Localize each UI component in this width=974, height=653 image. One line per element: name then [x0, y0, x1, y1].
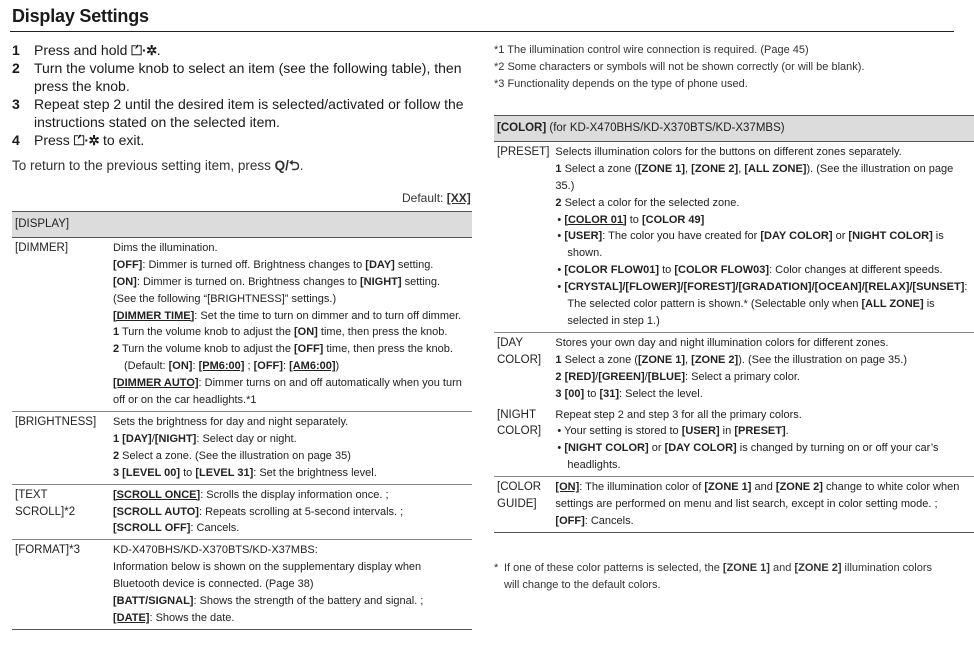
option-key: [ALL ZONE] [744, 162, 807, 175]
option-key: [DIMMER TIME] [113, 309, 195, 322]
option-key: [ZONE 1] [637, 353, 686, 366]
option-text: : Scrolls the display information once. ; [200, 488, 389, 501]
option-text: setting. [394, 258, 434, 271]
option-text: Turn the volume knob to adjust the [119, 343, 295, 356]
row-description [552, 141, 973, 332]
option-text: or [648, 442, 665, 455]
footnote: *1 The illumination control wire connection is required. (Page 45) [494, 44, 809, 56]
option-key: [DAY COLOR] [664, 442, 737, 455]
option-key: [OFF] [253, 360, 283, 373]
option-text: in [719, 425, 735, 438]
table-header: [DISPLAY] [12, 212, 472, 238]
option-key: [OFF] [555, 514, 585, 527]
row-description [110, 540, 472, 630]
table-row-dimmer [12, 237, 472, 411]
desc-line: Information below is shown on the supplementary display when Bluetooth device is connected. (Page 38) [113, 561, 422, 591]
option-key: [COLOR 49] [641, 213, 705, 226]
option-text: Select a color for the selected zone. [561, 196, 740, 209]
option-value: [DAY] [365, 258, 395, 271]
default-value: [AM6:00] [289, 360, 336, 373]
footnote-ref: *2 [64, 505, 76, 518]
step-4 [12, 131, 474, 149]
option-text: : Dimmer turns on and off automatically when you turn off or on the car headlights.*1 [113, 377, 462, 407]
option-text: : Dimmer is turned off. Brightness changes to [142, 258, 366, 271]
bullet-item: • [USER]: The color you have created for [DAY COLOR] or [NIGHT COLOR] is shown. [557, 230, 944, 260]
option-value: [NIGHT] [360, 275, 402, 288]
color-settings-table [494, 115, 974, 533]
option-key: [GREEN] [598, 370, 645, 383]
row-description [110, 484, 472, 540]
sub-step-number: 2 [113, 343, 120, 356]
option-key: [DIMMER AUTO] [113, 377, 199, 390]
display-settings-table [12, 211, 472, 630]
sub-step-number: 2 [113, 449, 120, 462]
option-key: [BLUE] [647, 370, 685, 383]
option-key: [ON] [168, 360, 193, 373]
sub-step-number: 1 [113, 326, 120, 339]
row-label: [PRESET] [497, 145, 550, 158]
sub-step-number: 2 [555, 370, 562, 383]
option-text: : Cancels. [190, 522, 240, 535]
step-text-end: to exit. [99, 132, 145, 148]
option-key: [COLOR FLOW01] [564, 264, 660, 277]
footnote-ref: *3 [69, 544, 80, 557]
option-text: / [644, 370, 648, 383]
option-text: ). (See the illustration on page 35.) [738, 353, 907, 366]
option-text: : Select a primary color. [685, 370, 800, 383]
option-text: change to white color when settings are performed on menu and list search, except in color setting mode. ; [555, 481, 960, 511]
table-row-brightness [12, 411, 472, 484]
option-key: [31] [599, 387, 620, 400]
option-text: : Select the level. [619, 387, 703, 400]
table-row-color-guide [494, 477, 974, 533]
option-key: [ZONE 1] [722, 562, 770, 574]
option-key: [ALL ZONE] [861, 298, 924, 311]
default-option: [ON] [555, 481, 580, 494]
option-text: Your setting is stored to [564, 425, 682, 438]
display-settings-icon: ⏍·✲ [131, 42, 157, 58]
desc-line: KD-X470BHS/KD-X370BTS/KD-X37MBS: [113, 544, 318, 557]
option-text: , [738, 162, 745, 175]
option-text: , [685, 162, 692, 175]
desc-line: Stores your own day and night illumination colors for different zones. [555, 336, 889, 349]
option-text: is changed by turning on or off your car’s headlights. [567, 442, 939, 472]
note-text: and [769, 562, 795, 574]
option-key: [NIGHT COLOR] [564, 442, 649, 455]
row-label-text: [FORMAT] [15, 544, 70, 557]
step-text: Turn the volume knob to select an item (see the following table), then press the knob. [34, 60, 462, 94]
option-text: / [595, 370, 599, 383]
desc-line: Sets the brightness for day and night separately. [113, 415, 349, 428]
row-label: [BRIGHTNESS] [12, 411, 110, 484]
row-label: [DAY COLOR] [494, 332, 552, 404]
footnote: *2 Some characters or symbols will not be shown correctly (or will be blank). [494, 61, 865, 73]
sub-step-number: 1 [555, 162, 562, 175]
step-text-end: . [156, 42, 161, 58]
step-3 [12, 95, 474, 131]
bullet-item: • Your setting is stored to [USER] in [PRESET]. [557, 425, 789, 438]
option-text: : Set the brightness level. [253, 466, 377, 479]
option-text: : The color you have created for [602, 230, 761, 243]
option-text: or [832, 230, 849, 243]
row-label: [COLOR GUIDE] [494, 477, 552, 533]
option-text: and [751, 481, 776, 494]
option-value: [ON] [294, 326, 318, 339]
option-text: setting. [401, 275, 441, 288]
table-header [494, 116, 974, 142]
option-key: [ZONE 2] [775, 481, 823, 494]
option-text: : Select day or night. [196, 432, 297, 445]
option-key: [PRESET] [734, 425, 786, 438]
row-label-text: [TEXT SCROLL] [15, 488, 65, 518]
sub-step-number: 1 [555, 353, 562, 366]
step-text: Press [34, 132, 74, 148]
option-key: [DAY COLOR] [760, 230, 833, 243]
step-number: 1 [12, 42, 20, 58]
default-note [402, 191, 471, 205]
table-row-preset [494, 141, 974, 332]
option-key: [LEVEL 31] [195, 466, 254, 479]
option-text: Select a zone ( [561, 353, 638, 366]
option-key: [LEVEL 00] [119, 466, 181, 479]
table-row-text-scroll [12, 484, 472, 540]
default-option: [DATE] [113, 611, 150, 624]
sub-step-number: 2 [555, 196, 562, 209]
option-text: Select a zone ( [561, 162, 638, 175]
return-note-text: To return to the previous setting item, press [12, 158, 275, 173]
sub-step-number: 3 [113, 466, 120, 479]
default-label: Default: [402, 191, 447, 205]
option-key: [ZONE 1] [637, 162, 686, 175]
step-number: 4 [12, 132, 20, 148]
table-row-night-color [494, 405, 974, 477]
option-text: is shown. [567, 230, 944, 260]
option-text: : [282, 360, 290, 373]
step-text: Press and hold [34, 42, 132, 58]
option-text: time, then press the knob. [317, 326, 448, 339]
option-text: : Color changes at different speeds. [769, 264, 943, 277]
option-text: ). (See the illustration on page 35.) [555, 162, 954, 192]
row-label: [NIGHT COLOR] [497, 408, 542, 438]
option-text: to [584, 387, 600, 400]
default-option: [COLOR 01] [564, 213, 627, 226]
option-key: [ZONE 2] [691, 162, 739, 175]
desc-line: Repeat step 2 and step 3 for all the primary colors. [555, 408, 802, 421]
default-value: [PM6:00] [198, 360, 245, 373]
option-key: [SCROLL AUTO] [113, 505, 199, 518]
option-text: to [180, 466, 196, 479]
bullet-item: • [NIGHT COLOR] or [DAY COLOR] is changed by turning on or off your car’s headlights. [557, 442, 939, 472]
option-text: , [685, 353, 692, 366]
option-key: [RED] [561, 370, 596, 383]
page-title: Display Settings [12, 6, 149, 26]
option-key: [DAY] [119, 432, 152, 445]
option-text: : The selected color pattern is shown.* (Selectable only when [567, 281, 968, 311]
option-key: [ZONE 2] [794, 562, 842, 574]
step-number: 3 [12, 96, 20, 112]
color-pattern-note [494, 560, 950, 594]
option-text: : Dimmer is turned on. Brightness changes to [136, 275, 360, 288]
bullet-item: • [CRYSTAL]/[FLOWER]/[FOREST]/[GRADATION]/[OCEAN]/[RELAX]/[SUNSET]: The selected color pattern is shown.* (Selectable only when [ALL ZONE] is selected in step 1.) [557, 281, 968, 327]
option-text: to [626, 213, 642, 226]
row-description [110, 411, 472, 484]
option-key: [BATT/SIGNAL] [113, 595, 194, 608]
option-key: [USER] [681, 425, 720, 438]
option-text: : Cancels. [584, 514, 634, 527]
option-text: ) [335, 360, 340, 373]
option-text: . [785, 425, 789, 438]
back-icon: Q/⮌ [274, 158, 300, 173]
option-text: : Shows the strength of the battery and signal. ; [193, 595, 424, 608]
sub-step-number: 3 [555, 387, 562, 400]
bullet-item: • [COLOR FLOW01] to [COLOR FLOW03]: Color changes at different speeds. [557, 264, 943, 277]
row-label [12, 484, 110, 540]
option-key: [NIGHT COLOR] [848, 230, 933, 243]
option-text: / [151, 432, 155, 445]
option-key: [OFF] [113, 258, 143, 271]
return-note-end: . [299, 158, 304, 173]
bullet-item: • [COLOR 01] to [COLOR 49] [557, 213, 705, 226]
row-label [12, 540, 110, 630]
desc-line: Dims the illumination. [113, 241, 218, 254]
return-note [12, 156, 303, 179]
option-text: time, then press the knob. [323, 343, 453, 356]
table-header-text: (for KD-X470BHS/KD-X370BTS/KD-X37MBS) [546, 122, 785, 134]
table-header-row [12, 212, 472, 238]
note-text: If one of these color patterns is selected, the [504, 562, 723, 574]
option-text: (Default: [124, 360, 169, 373]
option-text: : Shows the date. [149, 611, 235, 624]
option-text: : [192, 360, 199, 373]
table-row-day-color [494, 332, 974, 404]
step-1 [12, 41, 474, 59]
step-2 [12, 59, 474, 95]
option-text: Select a zone. (See the illustration on page 35) [119, 449, 351, 462]
note-marker: * [494, 562, 499, 574]
title-divider [10, 31, 954, 32]
option-key: [ZONE 1] [704, 481, 752, 494]
option-text: Turn the volume knob to adjust the [119, 326, 295, 339]
option-text: is selected in step 1.) [567, 298, 935, 327]
option-key: [SCROLL OFF] [113, 522, 191, 535]
desc-line: (See the following “[BRIGHTNESS]” settings.) [113, 292, 337, 305]
option-key: [ON] [113, 275, 137, 288]
option-key: [CRYSTAL]/[FLOWER]/[FOREST]/[GRADATION]/[OCEAN]/[RELAX]/[SUNSET] [564, 281, 965, 294]
option-key: [COLOR FLOW03] [674, 264, 770, 277]
option-key: [USER] [564, 230, 603, 243]
option-text: : Set the time to turn on dimmer and to turn off dimmer. [194, 309, 462, 322]
table-header-row [494, 116, 974, 142]
default-option: [SCROLL ONCE] [113, 488, 201, 501]
sub-step-number: 1 [113, 432, 120, 445]
option-text: : The illumination color of [579, 481, 705, 494]
row-description [552, 332, 973, 404]
step-number: 2 [12, 60, 20, 76]
option-value: [OFF] [294, 343, 324, 356]
table-row-format [12, 540, 472, 630]
steps-list [12, 41, 474, 149]
option-text: to [659, 264, 675, 277]
row-description [552, 477, 973, 533]
desc-line: Selects illumination colors for the buttons on different zones separately. [555, 145, 902, 158]
option-key: [ZONE 2] [691, 353, 739, 366]
display-settings-icon: ⏍·✲ [73, 132, 100, 148]
option-text: : Repeats scrolling at 5-second intervals. ; [198, 505, 404, 518]
note-text: illumination colors will change to the default colors. [504, 562, 932, 591]
footnote: *3 Functionality depends on the type of phone used. [494, 78, 748, 90]
step-text: Repeat step 2 until the desired item is selected/activated or follow the instructions stated on the selected item. [34, 96, 464, 130]
default-value: [XX] [446, 191, 471, 205]
table-header-key: [COLOR] [497, 122, 547, 134]
option-key: [NIGHT] [154, 432, 197, 445]
option-text: ; [244, 360, 254, 373]
option-key: [00] [561, 387, 585, 400]
row-label: [DIMMER] [15, 241, 69, 254]
footnotes [494, 42, 864, 93]
row-description [552, 405, 973, 477]
row-description [110, 237, 472, 411]
